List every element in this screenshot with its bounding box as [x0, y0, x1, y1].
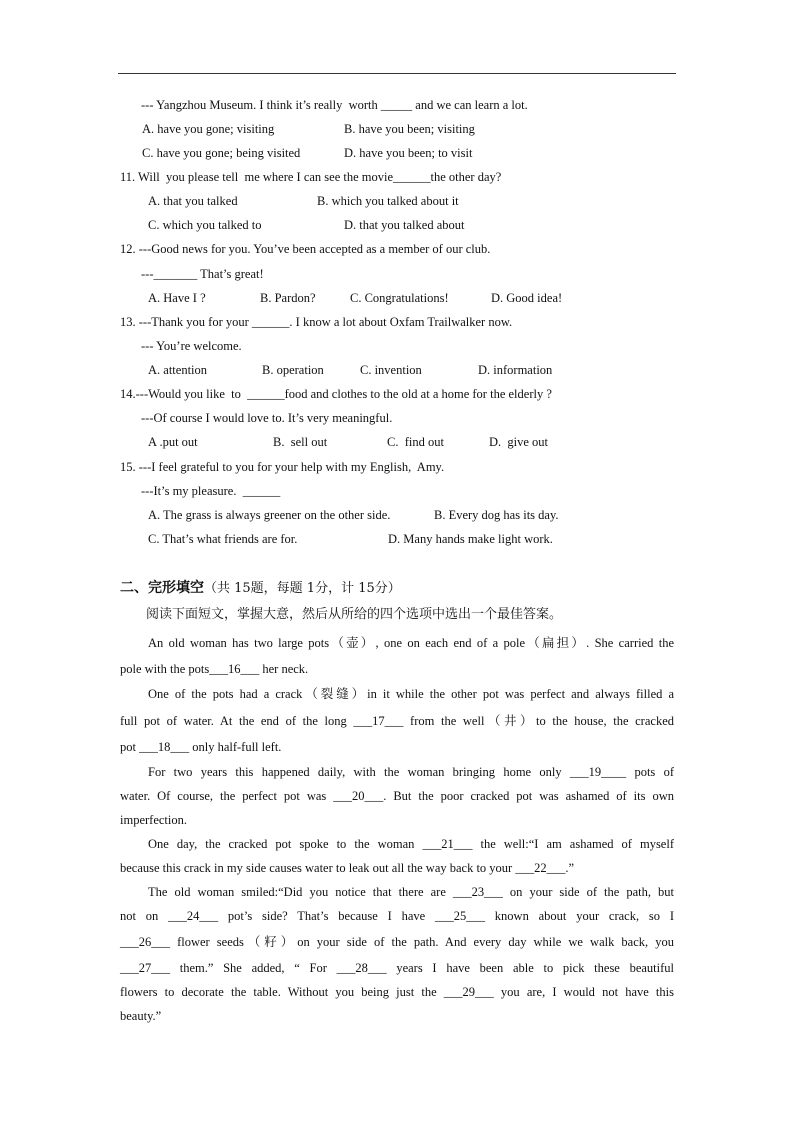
passage-line: flowers to decorate the table. Without you being just the ___29___ you are, I would not have this [120, 985, 674, 999]
passage-line: One day, the cracked pot spoke to the woman ___21___ the well:“I am ashamed of myself [148, 837, 674, 851]
option-c: C. Congratulations! [350, 291, 449, 305]
question-12-options-row-1 [0, 290, 794, 306]
option-a: A .put out [148, 435, 198, 449]
section-2-heading [120, 579, 401, 598]
option-d: D. have you been; to visit [344, 146, 473, 160]
option-b: B. have you been; visiting [344, 122, 475, 136]
section-2-title: 完形填空 [148, 580, 204, 596]
option-b: B. Pardon? [260, 291, 316, 305]
section-2-detail: （共 15题，每题 1分，计 15分） [204, 581, 401, 596]
passage-line: beauty.” [120, 1009, 162, 1023]
passage-line: full pot of water. At the end of the long ___17___ from the well（井）to the house, the cracked [120, 714, 674, 728]
passage-line: imperfection. [120, 813, 187, 827]
passage-line: water. Of course, the perfect pot was ___20___. But the poor cracked pot was ashamed of its own [120, 789, 674, 803]
option-a: A. The grass is always greener on the other side. [148, 508, 391, 522]
passage-line: One of the pots had a crack（裂缝）in it while the other pot was perfect and always filled a [148, 687, 674, 701]
question-14-options-row-1 [0, 434, 794, 450]
section-2-number: 二、 [120, 580, 148, 596]
passage-line: not on ___24___ pot’s side? That’s because I have ___25___ known about your crack, so I [120, 909, 674, 923]
question-12-prompt-line-2: ---_______ That’s great! [141, 267, 264, 281]
option-c: C. invention [360, 363, 422, 377]
option-b: B. which you talked about it [317, 194, 459, 208]
passage-line: The old woman smiled:“Did you notice that there are ___23___ on your side of the path, but [148, 885, 674, 899]
question-15-options-row-1 [0, 507, 794, 523]
option-d: D. give out [489, 435, 549, 449]
passage-line: For two years this happened daily, with the woman bringing home only ___19____ pots of [148, 765, 674, 779]
option-d: D. Good idea! [491, 291, 563, 305]
option-c: C. find out [387, 435, 444, 449]
passage-line: pot ___18___ only half-full left. [120, 740, 282, 754]
section-2-instruction: 阅读下面短文，掌握大意，然后从所给的四个选项中选出一个最佳答案。 [146, 607, 563, 622]
question-13-prompt: 13. ---Thank you for your ______. I know a lot about Oxfam Trailwalker now. [120, 315, 513, 329]
question-10-prompt: --- Yangzhou Museum. I think it’s really worth _____ and we can learn a lot. [141, 98, 528, 112]
question-10-options-row-2 [0, 145, 794, 161]
passage-line: pole with the pots___16___ her neck. [120, 662, 309, 676]
question-12-prompt: 12. ---Good news for you. You’ve been accepted as a member of our club. [120, 242, 491, 256]
option-b: B. operation [262, 363, 324, 377]
option-d: D. Many hands make light work. [388, 532, 553, 546]
passage-line: because this crack in my side causes water to leak out all the way back to your ___22___.” [120, 861, 575, 875]
question-11-prompt: 11. Will you please tell me where I can see the movie______the other day? [120, 170, 502, 184]
option-a: A. Have I ? [148, 291, 206, 305]
passage-line: An old woman has two large pots（壶）, one on each end of a pole（扁担）. She carried the [148, 636, 674, 650]
option-b: B. sell out [273, 435, 328, 449]
passage-line: ___27___ them.” She added, “ For ___28___ years I have been able to pick these beautiful [120, 961, 674, 975]
option-d: D. that you talked about [344, 218, 465, 232]
option-a: A. have you gone; visiting [142, 122, 275, 136]
question-10-options-row-1 [0, 121, 794, 137]
option-a: A. that you talked [148, 194, 238, 208]
passage-line: ___26___ flower seeds（籽）on your side of the path. And every day while we walk back, you [120, 935, 674, 949]
option-c: C. That’s what friends are for. [148, 532, 298, 546]
question-11-options-row-1 [0, 193, 794, 209]
question-14-prompt: 14.---Would you like to ______food and clothes to the old at a home for the elderly ? [120, 387, 552, 401]
question-11-options-row-2 [0, 217, 794, 233]
question-13-options-row-1 [0, 362, 794, 378]
question-13-prompt-line-2: --- You’re welcome. [141, 339, 242, 353]
header-rule [118, 73, 676, 74]
question-14-prompt-line-2: ---Of course I would love to. It’s very meaningful. [141, 411, 393, 425]
option-b: B. Every dog has its day. [434, 508, 559, 522]
option-c: C. which you talked to [148, 218, 262, 232]
option-c: C. have you gone; being visited [142, 146, 301, 160]
question-15-prompt-line-2: ---It’s my pleasure. ______ [141, 484, 281, 498]
question-15-prompt: 15. ---I feel grateful to you for your help with my English, Amy. [120, 460, 445, 474]
option-a: A. attention [148, 363, 208, 377]
question-15-options-row-2 [0, 531, 794, 547]
option-d: D. information [478, 363, 553, 377]
